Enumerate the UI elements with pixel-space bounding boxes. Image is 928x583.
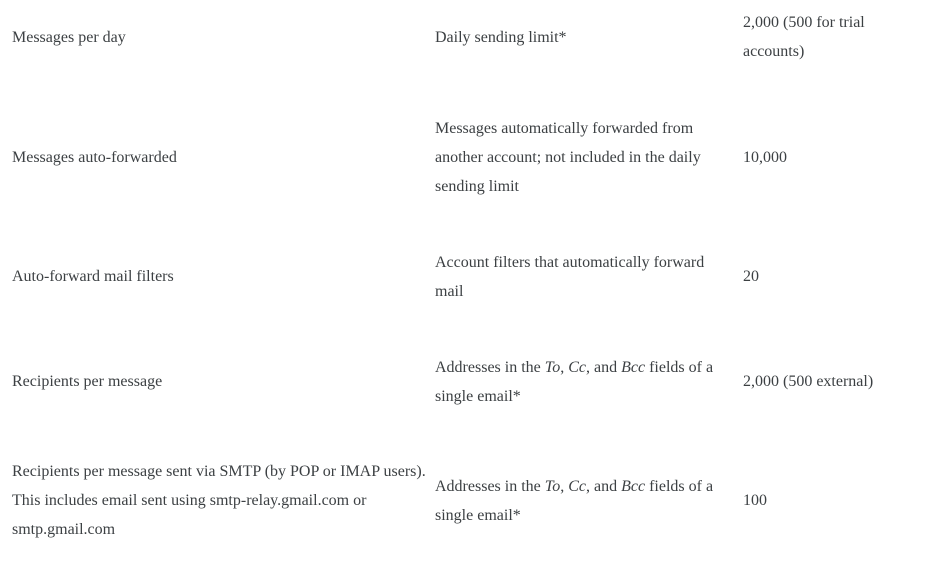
limit-value: 100 bbox=[743, 492, 767, 509]
table-row bbox=[0, 457, 928, 544]
limit-description: Daily sending limit* bbox=[435, 29, 567, 46]
description-text: , bbox=[560, 478, 569, 495]
limit-description bbox=[435, 353, 735, 411]
description-text: , bbox=[560, 359, 569, 376]
limit-value: 2,000 (500 for trial accounts) bbox=[743, 14, 865, 60]
description-text: fields of a single email* bbox=[435, 359, 714, 405]
limit-name: Recipients per message sent via SMTP (by POP or IMAP users). This includes email sent using smtp-relay.gmail.com or smtp.gmail.com bbox=[12, 463, 426, 538]
limit-value: 10,000 bbox=[743, 149, 787, 166]
field-to: To bbox=[544, 478, 561, 495]
limit-name: Recipients per message bbox=[12, 373, 163, 390]
table-row bbox=[0, 353, 928, 411]
limit-name: Messages auto-forwarded bbox=[12, 149, 177, 166]
table-row bbox=[0, 8, 928, 66]
limit-value: 20 bbox=[743, 268, 759, 285]
limit-description bbox=[435, 472, 735, 530]
field-bcc: Bcc bbox=[621, 359, 646, 376]
field-cc: Cc bbox=[568, 359, 586, 376]
limit-name: Messages per day bbox=[12, 29, 126, 46]
limit-name: Auto-forward mail filters bbox=[12, 268, 174, 285]
description-text: , and bbox=[585, 359, 622, 376]
limit-value: 2,000 (500 external) bbox=[743, 373, 874, 390]
description-text: , and bbox=[585, 478, 622, 495]
description-text: fields of a single email* bbox=[435, 478, 714, 524]
table-row bbox=[0, 114, 928, 201]
limit-description: Messages automatically forwarded from another account; not included in the daily sending limit bbox=[435, 120, 701, 195]
description-text: Addresses in the bbox=[435, 478, 545, 495]
field-cc: Cc bbox=[568, 478, 586, 495]
field-bcc: Bcc bbox=[621, 478, 646, 495]
field-to: To bbox=[544, 359, 561, 376]
limit-description: Account filters that automatically forward mail bbox=[435, 254, 705, 300]
description-text: Addresses in the bbox=[435, 359, 545, 376]
table-row bbox=[0, 248, 928, 306]
